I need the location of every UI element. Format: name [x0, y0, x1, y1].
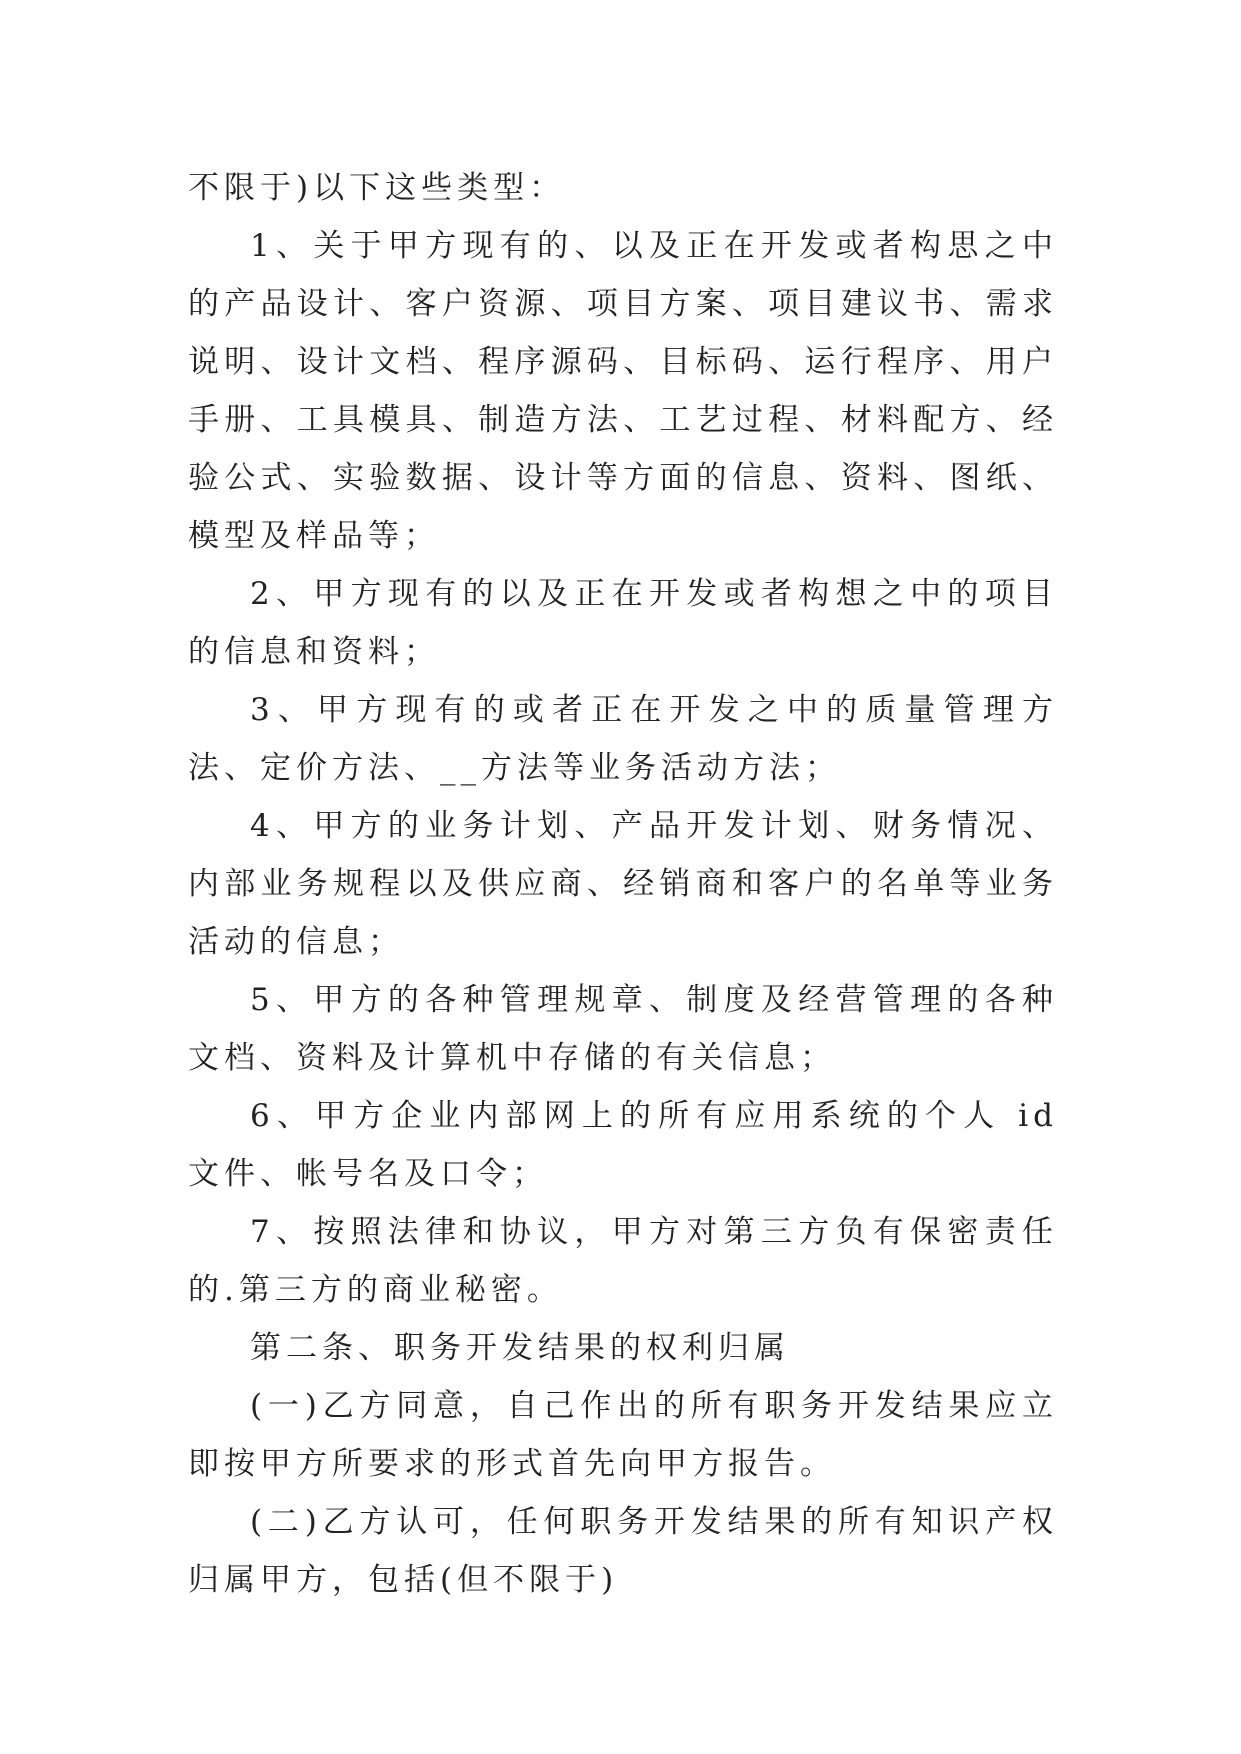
document-body — [188, 159, 1058, 1609]
paragraph-item-3: 3、甲方现有的或者正在开发之中的质量管理方法、定价方法、__方法等业务活动方法； — [188, 692, 1058, 786]
paragraph-item-6: 6、甲方企业内部网上的所有应用系统的个人 id 文件、帐号名及口令； — [188, 1098, 1058, 1192]
paragraph-clause-1: (一)乙方同意，自己作出的所有职务开发结果应立即按甲方所要求的形式首先向甲方报告。 — [188, 1388, 1058, 1482]
paragraph-item-1: 1、关于甲方现有的、以及正在开发或者构思之中的产品设计、客户资源、项目方案、项目建议书、需求说明、设计文档、程序源码、目标码、运行程序、用户手册、工具模具、制造方法、工艺过程、材料配方、经验公式、实验数据、设计等方面的信息、资料、图纸、模型及样品等； — [188, 228, 1058, 554]
paragraph-continuation: 不限于)以下这些类型： — [188, 170, 566, 206]
section-heading-article-2: 第二条、职务开发结果的权利归属 — [250, 1330, 790, 1366]
paragraph-item-7: 7、按照法律和协议，甲方对第三方负有保密责任的.第三方的商业秘密。 — [188, 1214, 1058, 1308]
paragraph-item-2: 2、甲方现有的以及正在开发或者构想之中的项目的信息和资料； — [188, 576, 1058, 670]
paragraph-clause-2: (二)乙方认可，任何职务开发结果的所有知识产权归属甲方，包括(但不限于) — [188, 1504, 1058, 1598]
paragraph-item-5: 5、甲方的各种管理规章、制度及经营管理的各种文档、资料及计算机中存储的有关信息； — [188, 982, 1058, 1076]
paragraph-item-4: 4、甲方的业务计划、产品开发计划、财务情况、内部业务规程以及供应商、经销商和客户的名单等业务活动的信息； — [188, 808, 1058, 960]
